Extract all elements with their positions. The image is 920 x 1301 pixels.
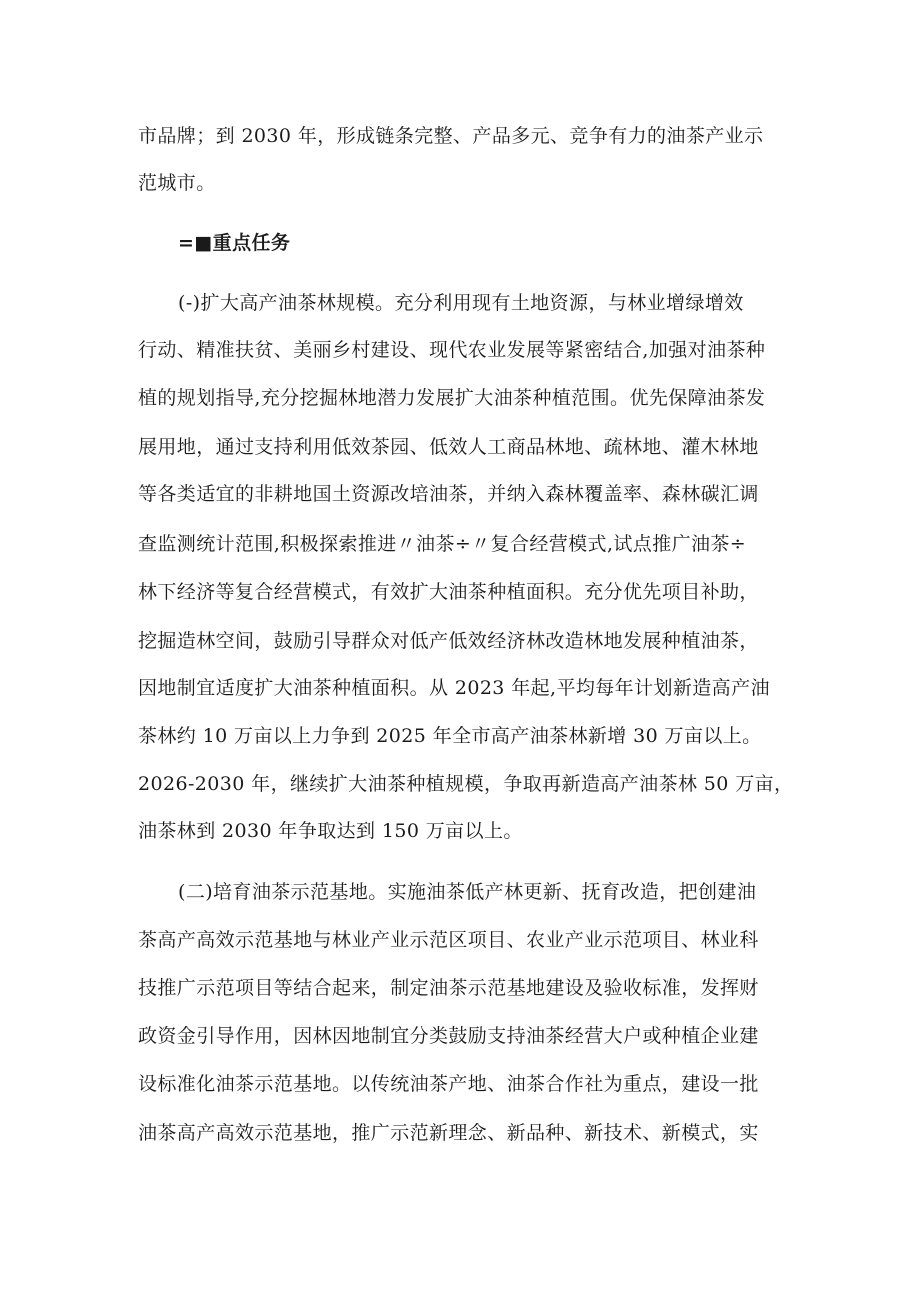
text-line: 茶林约 10 万亩以上力争到 2025 年全市高产油茶林新增 30 万亩以上。: [138, 725, 762, 747]
text-line: 查监测统计范围,积极探索推进〃油茶÷〃复合经营模式,试点推广油茶÷: [138, 533, 747, 555]
text-line: 2026-2030 年，继续扩大油茶种植规模，争取再新造高产油茶林 50 万亩，: [138, 773, 794, 795]
text-line: 植的规划指导,充分挖掘林地潜力发展扩大油茶种植范围。优先保障油茶发: [138, 387, 766, 409]
text-line: 因地制宜适度扩大油茶种植面积。从 2023 年起,平均每年计划新造高产油: [138, 677, 770, 699]
text-line: 油茶高产高效示范基地，推广示范新理念、新品种、新技术、新模式，实: [138, 1122, 759, 1144]
text-line: 范城市。: [138, 172, 216, 194]
text-line: (-)扩大高产油茶林规模。充分利用现有土地资源，与林业增绿增效: [178, 292, 744, 314]
text-line: 行动、精准扶贫、美丽乡村建设、现代农业发展等紧密结合,加强对油茶种: [138, 339, 766, 361]
text-line: 林下经济等复合经营模式，有效扩大油茶种植面积。充分优先项目补助，: [138, 581, 759, 603]
text-line: 设标准化油茶示范基地。以传统油茶产地、油茶合作社为重点，建设一批: [138, 1073, 759, 1095]
text-line: 技推广示范项目等结合起来，制定油茶示范基地建设及验收标准，发挥财: [138, 977, 759, 999]
text-line: (二)培育油茶示范基地。实施油茶低产林更新、抚育改造，把创建油: [178, 881, 757, 903]
text-line: 等各类适宜的非耕地国土资源改培油茶，并纳入森林覆盖率、森林碳汇调: [138, 483, 759, 505]
text-line: 油茶林到 2030 年争取达到 150 万亩以上。: [138, 820, 523, 842]
text-line: 展用地，通过支持利用低效茶园、低效人工商品林地、疏林地、灌木林地: [138, 436, 759, 458]
text-line: 政资金引导作用，因林因地制宜分类鼓励支持油茶经营大户或种植企业建: [138, 1025, 759, 1047]
text-line: 市品牌；到 2030 年，形成链条完整、产品多元、竞争有力的油茶产业示: [138, 125, 764, 147]
text-line: 茶高产高效示范基地与林业产业示范区项目、农业产业示范项目、林业科: [138, 929, 759, 951]
section-heading: =■重点任务: [178, 232, 291, 254]
text-line: 挖掘造林空间，鼓励引导群众对低产低效经济林改造林地发展种植油茶，: [138, 630, 759, 652]
